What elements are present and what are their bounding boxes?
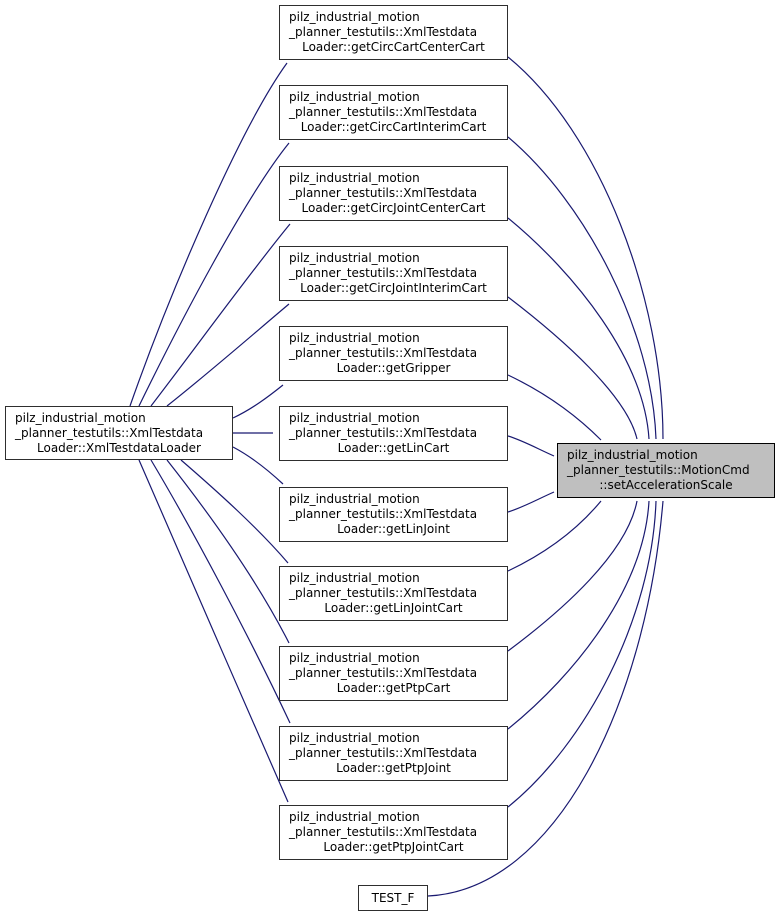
node-label-line: Loader::getLinJointCart — [324, 601, 463, 615]
edge-get-lin-joint-cart-to-set-acceleration-scale — [508, 501, 601, 571]
edge-xml-testdata-loader-to-get-circ-cart-center-cart — [130, 63, 287, 406]
node-label-line: Loader::getLinCart — [337, 441, 450, 455]
edge-xml-testdata-loader-to-get-circ-joint-interim-cart — [167, 304, 289, 406]
node-label-line: _planner_testutils::XmlTestdata — [289, 105, 478, 119]
node-label-line: Loader::getCircCartInterimCart — [300, 120, 487, 134]
node-label-line: Loader::getCircJointInterimCart — [300, 281, 487, 295]
edge-xml-testdata-loader-to-get-lin-joint-cart — [181, 460, 288, 563]
node-set-acceleration-scale[interactable] — [557, 443, 775, 498]
node-get-circ-joint-center-cart[interactable] — [279, 166, 508, 221]
node-xml-testdata-loader[interactable] — [5, 406, 233, 460]
edge-xml-testdata-loader-to-get-gripper — [233, 385, 283, 418]
node-get-circ-cart-interim-cart[interactable] — [279, 85, 508, 140]
node-label-line: pilz_industrial_motion — [289, 171, 420, 185]
node-label-line: Loader::getGripper — [336, 361, 451, 375]
node-label-line: pilz_industrial_motion — [289, 651, 420, 665]
node-label-line: _planner_testutils::XmlTestdata — [289, 825, 478, 839]
node-label-line: pilz_industrial_motion — [289, 90, 420, 104]
edge-get-circ-cart-center-cart-to-set-acceleration-scale — [508, 57, 663, 439]
node-label-line: _planner_testutils::XmlTestdata — [289, 25, 478, 39]
node-get-gripper[interactable] — [279, 326, 508, 381]
node-label-line: _planner_testutils::XmlTestdata — [289, 186, 478, 200]
node-get-lin-cart[interactable] — [279, 406, 508, 461]
node-label-line: _planner_testutils::XmlTestdata — [289, 507, 478, 521]
node-label-line: pilz_industrial_motion — [289, 810, 420, 824]
edge-get-circ-cart-interim-cart-to-set-acceleration-scale — [508, 137, 656, 439]
node-label-line: pilz_industrial_motion — [289, 492, 420, 506]
node-get-ptp-joint-cart[interactable] — [279, 805, 508, 860]
edge-xml-testdata-loader-to-get-ptp-joint — [151, 460, 290, 723]
node-label-line: _planner_testutils::XmlTestdata — [289, 266, 478, 280]
node-get-ptp-joint[interactable] — [279, 726, 508, 781]
edge-get-ptp-joint-to-set-acceleration-scale — [508, 501, 649, 729]
node-label-line: Loader::getPtpCart — [336, 681, 451, 695]
node-label-line: ::setAccelerationScale — [599, 478, 733, 492]
node-label-line: _planner_testutils::XmlTestdata — [289, 666, 478, 680]
node-label-line: _planner_testutils::MotionCmd — [567, 463, 750, 477]
node-label-line: _planner_testutils::XmlTestdata — [15, 425, 204, 440]
node-label-line: Loader::getPtpJoint — [336, 761, 451, 775]
node-test-f[interactable] — [358, 885, 428, 911]
node-label-line: pilz_industrial_motion — [15, 410, 146, 425]
node-label-line: pilz_industrial_motion — [289, 251, 420, 265]
edge-xml-testdata-loader-to-get-ptp-cart — [167, 460, 289, 643]
node-label-line: pilz_industrial_motion — [567, 448, 698, 462]
node-label-line: pilz_industrial_motion — [289, 10, 420, 24]
node-label-line: pilz_industrial_motion — [289, 331, 420, 345]
node-get-circ-joint-interim-cart[interactable] — [279, 246, 508, 301]
node-label-line: pilz_industrial_motion — [289, 571, 420, 585]
edge-xml-testdata-loader-to-get-lin-joint — [233, 447, 283, 484]
node-label-line: _planner_testutils::XmlTestdata — [289, 746, 478, 760]
edge-xml-testdata-loader-to-get-ptp-joint-cart — [139, 460, 288, 802]
node-get-ptp-cart[interactable] — [279, 646, 508, 701]
node-label-line: Loader::getLinJoint — [337, 522, 450, 536]
node-label-line: pilz_industrial_motion — [289, 411, 420, 425]
node-label-line: _planner_testutils::XmlTestdata — [289, 586, 478, 600]
edge-get-lin-cart-to-set-acceleration-scale — [508, 436, 554, 456]
node-label-line: _planner_testutils::XmlTestdata — [289, 426, 478, 440]
node-get-lin-joint-cart[interactable] — [279, 566, 508, 621]
edge-get-lin-joint-to-set-acceleration-scale — [508, 492, 554, 512]
node-label-line: Loader::XmlTestdataLoader — [37, 440, 201, 455]
node-label-line: pilz_industrial_motion — [289, 731, 420, 745]
edge-xml-testdata-loader-to-get-circ-joint-center-cart — [151, 224, 290, 406]
node-get-circ-cart-center-cart[interactable] — [279, 5, 508, 60]
node-label-line: Loader::getCircCartCenterCart — [302, 40, 485, 54]
node-get-lin-joint[interactable] — [279, 487, 508, 542]
node-label-line: TEST_F — [371, 890, 415, 905]
edge-get-circ-joint-center-cart-to-set-acceleration-scale — [508, 218, 649, 439]
edge-get-ptp-cart-to-set-acceleration-scale — [508, 501, 637, 651]
edge-xml-testdata-loader-to-get-circ-cart-interim-cart — [139, 143, 289, 406]
node-label-line: Loader::getPtpJointCart — [323, 840, 464, 854]
node-label-line: _planner_testutils::XmlTestdata — [289, 346, 478, 360]
node-label-line: Loader::getCircJointCenterCart — [301, 201, 486, 215]
edge-get-gripper-to-set-acceleration-scale — [508, 375, 601, 440]
edge-get-circ-joint-interim-cart-to-set-acceleration-scale — [508, 297, 637, 439]
